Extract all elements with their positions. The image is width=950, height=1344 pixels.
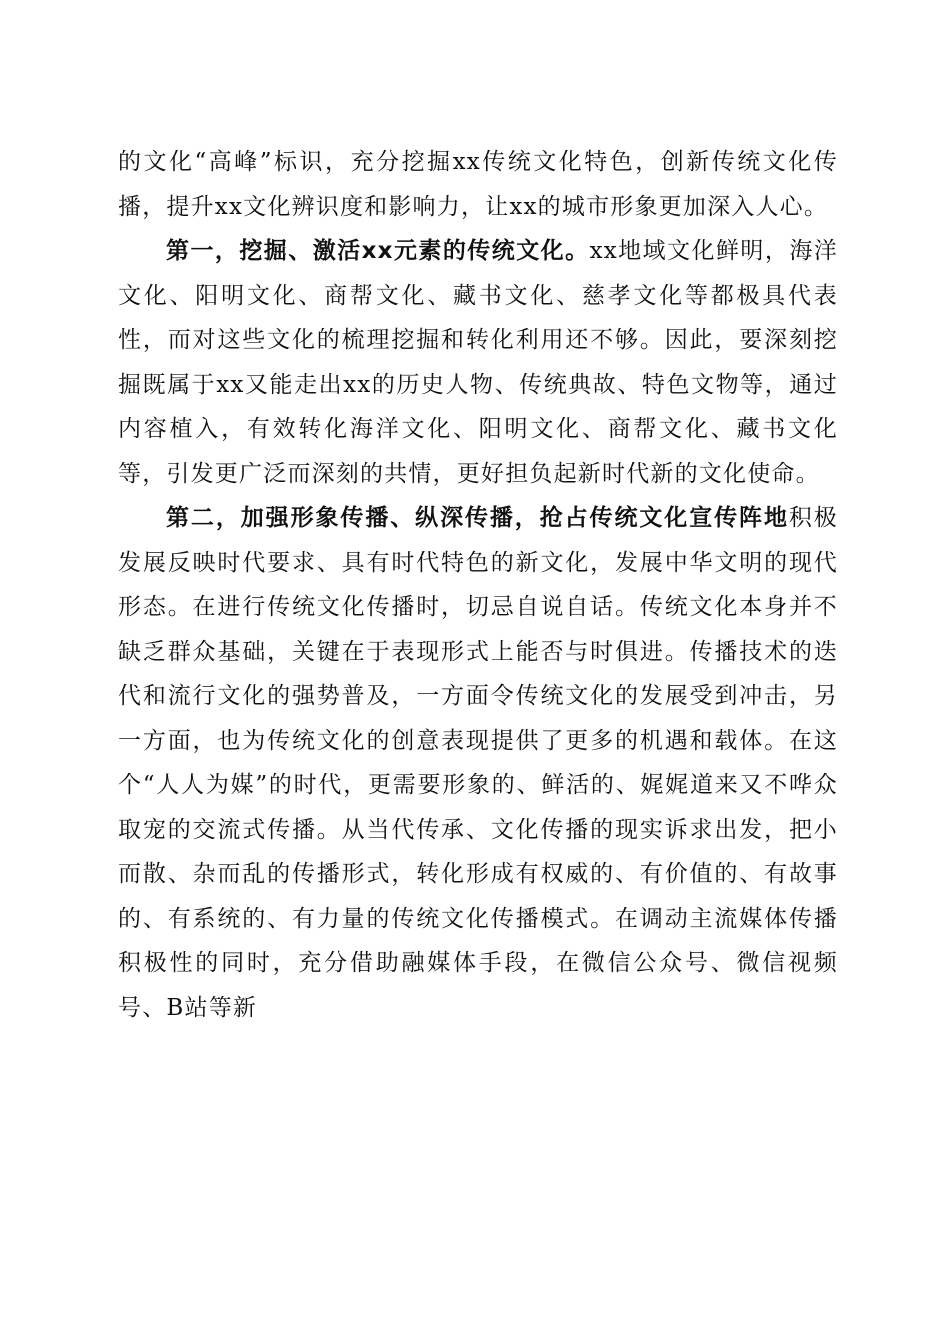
paragraph-text: xx地域文化鲜明，海洋文化、阳明文化、商帮文化、藏书文化、慈孝文化等都极具代表性，而对这些文化的梳理挖掘和转化利用还不够。因此，要深刻挖掘既属于xx又能走出xx的历史人物、传统典故、特色文物等，通过内容植入，有效转化海洋文化、阳明文化、商帮文化、藏书文化等，引发更广泛而深刻的共情，更好担负起新时代新的文化使命。 xyxy=(118,238,838,487)
document-body xyxy=(118,140,838,1030)
paragraph-text: 积极发展反映时代要求、具有时代特色的新文化，发展中华文明的现代形态。在进行传统文化传播时，切忌自说自话。传统文化本身并不缺乏群众基础，关键在于表现形式上能否与时俱进。传播技术的迭代和流行文化的强势普及，一方面令传统文化的发展受到冲击，另一方面，也为传统文化的创意表现提供了更多的机遇和载体。在这个“人人为媒”的时代，更需要形象的、鲜活的、娓娓道来又不哗众取宠的交流式传播。从当代传承、文化传播的现实诉求出发，把小而散、杂而乱的传播形式，转化形成有权威的、有价值的、有故事的、有系统的、有力量的传统文化传播模式。在调动主流媒体传播积极性的同时，充分借助融媒体手段，在微信公众号、微信视频号、B站等新 xyxy=(118,505,839,1021)
paragraph-lead: 第一，挖掘、激活xx元素的传统文化。 xyxy=(166,238,590,264)
paragraph-first-point xyxy=(118,229,838,496)
paragraph-text: 的文化“高峰”标识，充分挖掘xx传统文化特色，创新传统文化传播，提升xx文化辨识度和影响力，让xx的城市形象更加深入人心。 xyxy=(118,149,838,220)
paragraph-continuation xyxy=(118,140,838,229)
paragraph-lead: 第二，加强形象传播、纵深传播，抢占传统文化宣传阵地 xyxy=(166,505,789,531)
paragraph-second-point xyxy=(118,496,838,1030)
